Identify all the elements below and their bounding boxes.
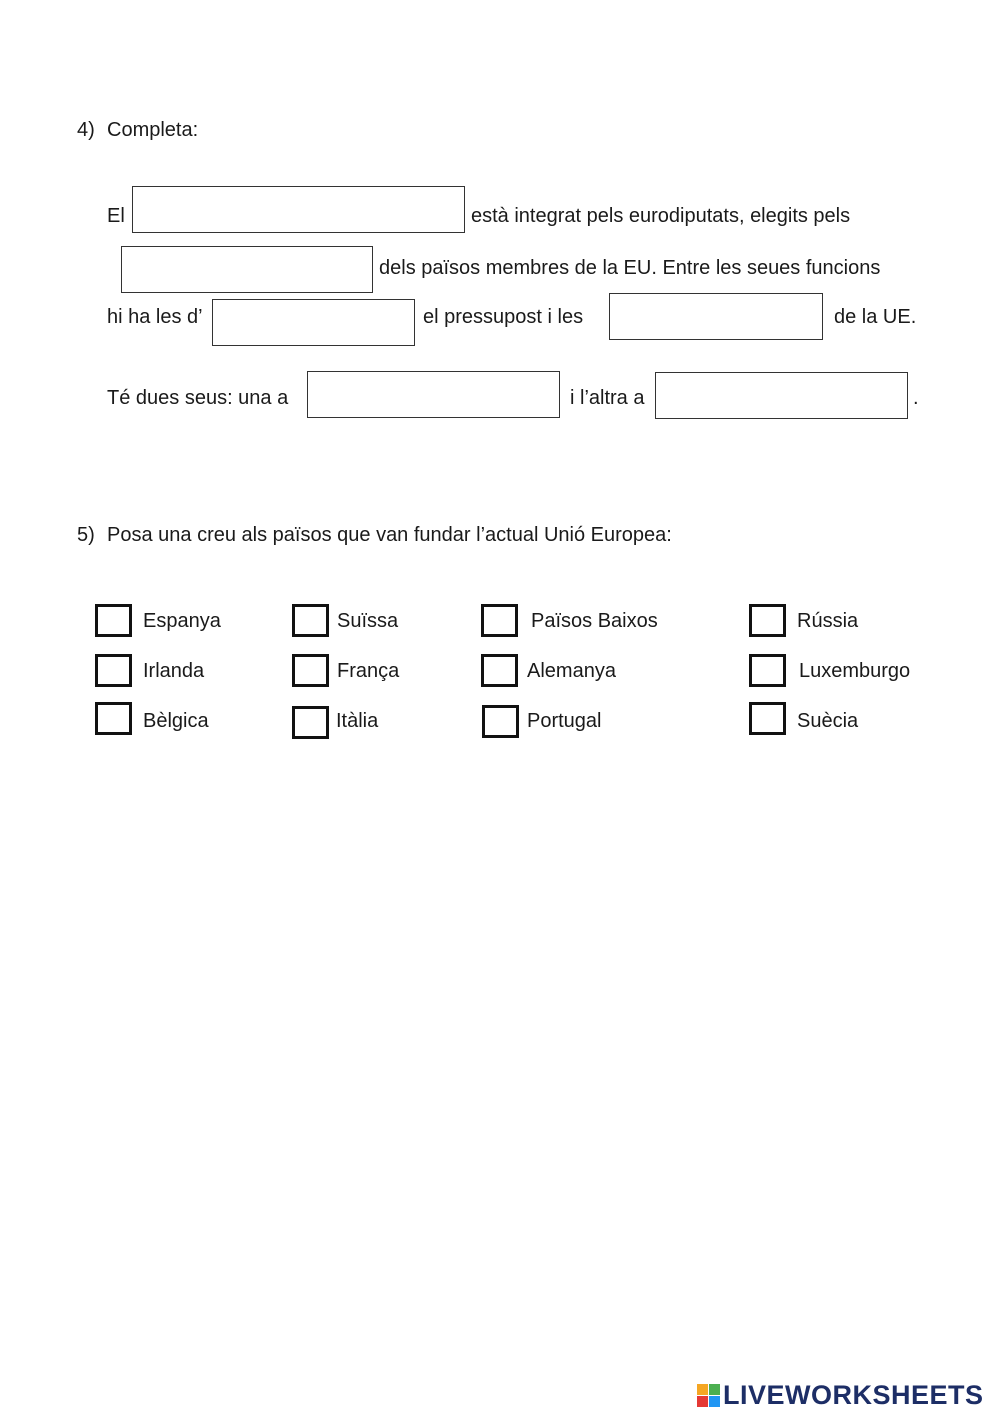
question-5-title: Posa una creu als països que van fundar l’actual Unió Europea: [107,524,672,546]
country-label-belgica: Bèlgica [143,710,209,732]
text-dues-seus: Té dues seus: una a [107,387,289,409]
blank-1-input[interactable] [132,186,465,233]
checkbox-espanya[interactable] [95,604,132,637]
country-label-italia: Itàlia [336,710,379,732]
logo-square-1 [697,1384,708,1395]
question-5-number: 5) [77,524,95,546]
text-paisos-membres: dels països membres de la EU. Entre les seues funcions [379,257,881,279]
text-integrat: està integrat pels eurodiputats, elegits pels [471,205,851,227]
liveworksheets-logo [697,1380,984,1411]
country-label-espanya: Espanya [143,610,221,632]
country-label-franca: França [337,660,400,682]
country-label-paisos-baixos: Països Baixos [531,610,658,632]
blank-2-input[interactable] [121,246,373,293]
country-label-portugal: Portugal [527,710,602,732]
blank-3-input[interactable] [212,299,415,346]
checkbox-suissa[interactable] [292,604,329,637]
country-label-suissa: Suïssa [337,610,399,632]
logo-square-2 [709,1384,720,1395]
logo-square-4 [709,1396,720,1407]
checkbox-belgica[interactable] [95,702,132,735]
question-4-number: 4) [77,119,95,141]
text-hi-ha: hi ha les d’ [107,306,203,328]
checkbox-franca[interactable] [292,654,329,687]
text-pressupost: el pressupost i les [423,306,584,328]
liveworksheets-logo-icon [697,1384,720,1407]
blank-4-input[interactable] [609,293,823,340]
checkbox-portugal[interactable] [482,705,519,738]
country-label-luxemburgo: Luxemburgo [799,660,911,682]
checkbox-alemanya[interactable] [481,654,518,687]
checkbox-irlanda[interactable] [95,654,132,687]
question-4-title: Completa: [107,119,199,141]
country-label-alemanya: Alemanya [527,660,616,682]
blank-6-input[interactable] [655,372,908,419]
text-de-la-ue: de la UE. [834,306,917,328]
checkbox-russia[interactable] [749,604,786,637]
checkbox-italia[interactable] [292,706,329,739]
text-period: . [913,387,919,409]
blank-5-input[interactable] [307,371,560,418]
checkbox-suecia[interactable] [749,702,786,735]
liveworksheets-brand-text: LIVEWORKSHEETS [723,1380,984,1410]
text-el: El [107,205,125,227]
logo-square-3 [697,1396,708,1407]
country-label-russia: Rússia [797,610,859,632]
checkbox-paisos-baixos[interactable] [481,604,518,637]
text-laltra: i l’altra a [570,387,645,409]
checkbox-luxemburgo[interactable] [749,654,786,687]
country-label-suecia: Suècia [797,710,859,732]
country-label-irlanda: Irlanda [143,660,205,682]
